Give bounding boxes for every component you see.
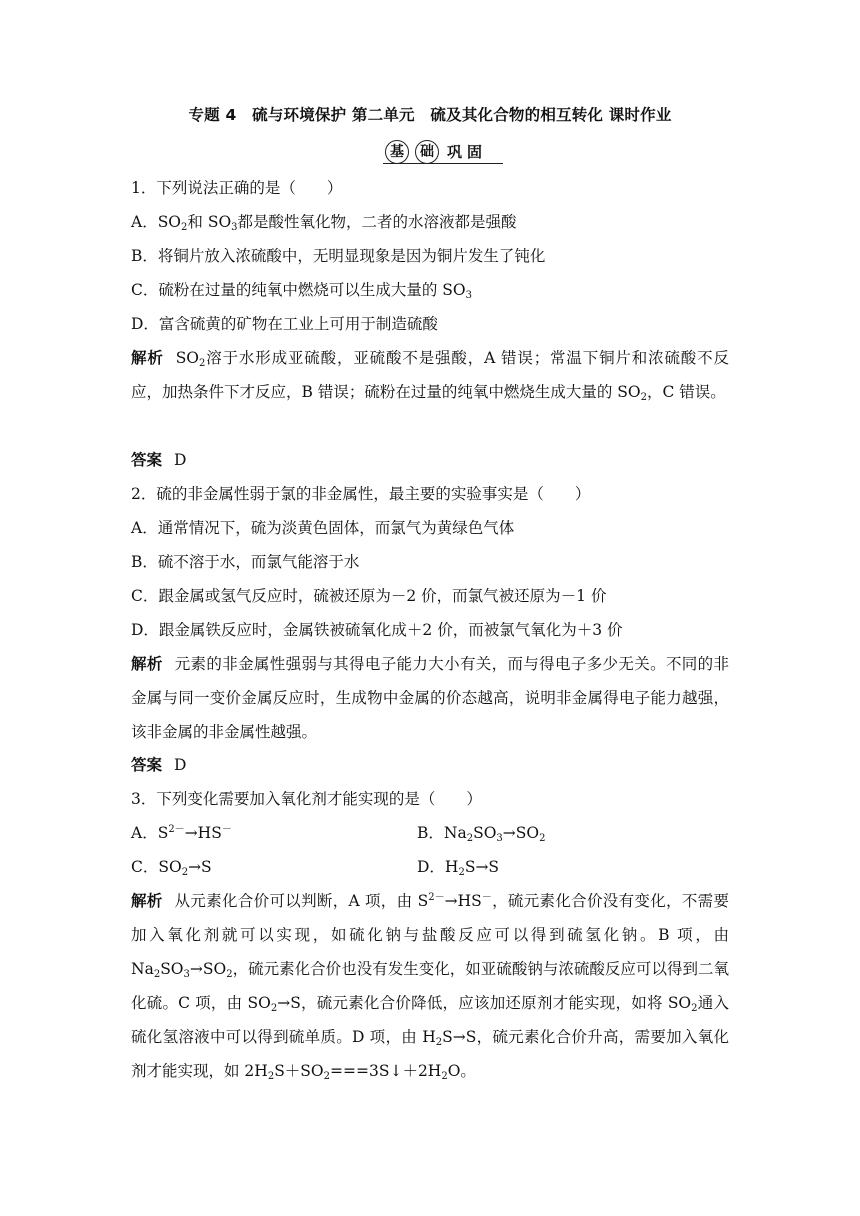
q3-stem: 3．下列变化需要加入氧化剂才能实现的是（ ）: [131, 790, 482, 808]
q3-options-row-2: [131, 857, 731, 877]
badge-char-2: 础: [415, 140, 439, 164]
q1-option-a: A．$SO_2$和 $SO_3$都是酸性氧化物，二者的水溶液都是强酸: [131, 213, 517, 233]
q3-analysis: 解析 从元素化合价可以判断，A 项，由 $S^{2-}\to HS^-$，硫元素化合价没有变化，不需要加入氧化剂就可以实现，如硫化钠与盐酸反应可以得到硫氢化钠。B 项，由 $Na_2SO_3\to SO_2$，硫元素化合价也没有发生变化，如亚硫酸钠与浓硫酸反应可以得到二氧化硫。C 项，由 $SO_2\to S$，硫元素化合价降低，应该加还原剂才能实现，如将 $SO_2$通入硫化氢溶液中可以得到硫单质。D 项，由 $H_2S\to S$，硫元素化合价升高，需要加入氧化剂才能实现，如 $2H_2S+SO_2===3S↓+2H_2O$。: [131, 892, 729, 1082]
badge-char-4: 固: [467, 143, 483, 161]
q3-option-b: B．$Na_2SO_3\to SO_2$: [417, 824, 546, 844]
q3-option-d: D．$H_2S\to S$: [417, 858, 500, 878]
q2-option-a: A．通常情况下，硫为淡黄色固体，而氯气为黄绿色气体: [131, 519, 515, 537]
q1-option-c: C．硫粉在过量的纯氧中燃烧可以生成大量的 $SO_3$: [131, 281, 472, 301]
q1-option-b: B．将铜片放入浓硫酸中，无明显现象是因为铜片发生了钝化: [131, 247, 546, 265]
q2-option-b: B．硫不溶于水，而氯气能溶于水: [131, 553, 360, 571]
q1-answer: 答案 D: [131, 451, 187, 469]
q2-answer: 答案 D: [131, 756, 187, 774]
q2-option-c: C．跟金属或氢气反应时，硫被还原为－2 价，而氯气被还原为－1 价: [131, 587, 607, 605]
q2-option-d: D．跟金属铁反应时，金属铁被硫氧化成＋2 价，而被氯气氧化为＋3 价: [131, 621, 623, 639]
page-title: 专题 4 硫与环境保护 第二单元 硫及其化合物的相互转化 课时作业: [188, 106, 672, 124]
analysis-label: 解析: [131, 349, 164, 367]
q1-option-d: D．富含硫黄的矿物在工业上可用于制造硫酸: [131, 315, 438, 333]
badge-underline: [383, 163, 503, 164]
q3-option-a: A．$S^{2-}\to HS^-$: [131, 824, 232, 842]
q1-stem: 1．下列说法正确的是（ ）: [131, 179, 343, 197]
q2-stem: 2．硫的非金属性弱于氯的非金属性，最主要的实验事实是（ ）: [131, 485, 591, 503]
q3-option-c: C．$SO_2\to S$: [131, 858, 212, 878]
badge-char-3: 巩: [447, 143, 463, 161]
badge-char-1: 基: [385, 140, 409, 164]
q3-options-row-1: [131, 823, 731, 843]
section-badge: [383, 138, 503, 164]
q2-analysis: 解析 元素的非金属性强弱与其得电子能力大小有关，而与得电子多少无关。不同的非金属与同一变价金属反应时，生成物中金属的价态越高，说明非金属得电子能力越强，该非金属的非金属性越强。: [131, 655, 729, 741]
q1-analysis: 解析 $SO_2$溶于水形成亚硫酸，亚硫酸不是强酸，A 错误；常温下铜片和浓硫酸不反应，加热条件下才反应，B 错误；硫粉在过量的纯氧中燃烧生成大量的 $SO_2$，C 错误。: [131, 349, 729, 403]
